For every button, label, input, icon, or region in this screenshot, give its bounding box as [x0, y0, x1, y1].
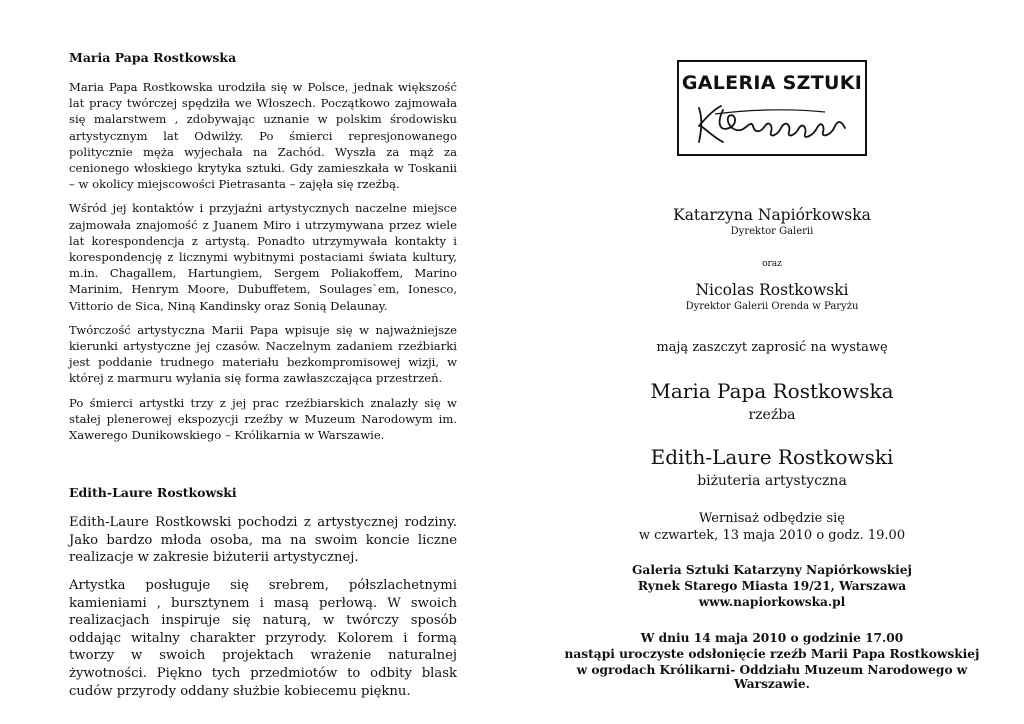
section-heading-maria: Maria Papa Rostkowska: [69, 50, 237, 65]
opening-date: w czwartek, 13 maja 2010 o godz. 19.00: [638, 528, 906, 543]
artist-name-maria: Maria Papa Rostkowska: [650, 379, 894, 403]
director-role: Dyrektor Galerii: [730, 226, 814, 237]
artist-discipline-edith: biżuteria artystyczna: [697, 473, 847, 489]
unveiling-text: nastąpi uroczyste odsłonięcie rzeźb Marii Papa Rostkowskiej: [564, 647, 980, 661]
signature-icon: [695, 102, 851, 146]
logo-title: GALERIA SZTUKI: [681, 72, 863, 94]
gallery-name: Galeria Sztuki Katarzyny Napiórkowskiej: [632, 563, 912, 577]
invitation-column: [540, 60, 1004, 691]
artist-discipline-maria: rzeźba: [748, 407, 796, 423]
gallery-address: Rynek Starego Miasta 19/21, Warszawa: [637, 579, 907, 593]
paragraph-bio-3: Twórczość artystyczna Marii Papa wpisuje się w najważniejsze kierunki artystyczne jej czasów. Naczelnym zadaniem rzeźbiarki jest poddanie trudnego materiału bezkompromisowej wizji, w której z marmuru wyłania się forma zawłaszczająca przestrzeń.: [69, 322, 457, 386]
unveiling-location: w ogrodach Królikarni- Oddziału Muzeum Narodowego w Warszawie.: [576, 663, 968, 691]
director-name: Katarzyna Napiórkowska: [673, 206, 871, 224]
opening-label: Wernisaż odbędzie się: [699, 511, 845, 526]
gallery-logo: [677, 60, 867, 156]
paragraph-bio-4: Po śmierci artystki trzy z jej prac rzeźbiarskich znalazły się w stałej plenerowej ekspozycji rzeźby w Muzeum Narodowym im. Xawerego Dunikowskiego – Królikarnia w Warszawie.: [69, 395, 457, 443]
unveiling-date: W dniu 14 maja 2010 o godzinie 17.00: [640, 631, 904, 645]
gallery-website: www.napiorkowska.pl: [698, 595, 846, 609]
paragraph-edith-2: Artystka posługuje się srebrem, półszlachetnymi kamieniami , bursztynem i masą perłową. W swoich realizacjach inspiruje się naturą, w twórczy sposób oddając witalny charakter przyrody. Kolorem i formą tworzy w swoich projektach wrażenie naturalnej żywotności. Piękno tych przedmiotów to odbity blask cudów przyrody oddany służbie kobiecemu pięknu.: [69, 578, 457, 699]
paragraph-bio-1: Maria Papa Rostkowska urodziła się w Polsce, jednak większość lat pracy twórczej spędziła we Włoszech. Początkowo zajmowała się malarstwem , zdobywając uznanie w polskim środowisku artystycznym lat Odwilży. Po śmierci represjonowanego politycznie męża wyjechała na Zachód. Wyszła za mąż za cenionego włoskiego krytyka sztuki. Gdy zamieszkała w Toskanii – w okolicy miejscowości Pietrasanta – zajęła się rzeźbą.: [69, 80, 457, 192]
second-director-name: Nicolas Rostkowski: [695, 281, 849, 299]
invitation-text: mają zaszczyt zaprosić na wystawę: [656, 340, 888, 355]
section-heading-edith: Edith-Laure Rostkowski: [69, 485, 237, 501]
paragraph-bio-2: Wśród jej kontaktów i przyjaźni artystycznych naczelne miejsce zajmowała znajomość z Juanem Miro i utrzymywana przez wiele lat korespondencja z artystą. Ponadto utrzymywała kontakty i korespondencję z licznymi wybitnymi postaciami świata kultury, m.in. Chagallem, Hartungiem, Sergem Poliakoffem, Marino Marinim, Henrym Moore, Dubuffetem, Soulages`em, Ionesco, Vittorio de Sica, Niną Kandinsky oraz Sonią Delaunay.: [69, 201, 457, 313]
artist-name-edith: Edith-Laure Rostkowski: [650, 445, 894, 469]
paragraph-edith-1: Edith-Laure Rostkowski pochodzi z artystycznej rodziny. Jako bardzo młoda osoba, ma na swoim koncie liczne realizacje w zakresie biżuterii artystycznej.: [69, 515, 457, 566]
conjunction-text: oraz: [762, 259, 782, 269]
left-column: [69, 50, 457, 710]
second-director-role: Dyrektor Galerii Orenda w Paryżu: [685, 301, 859, 312]
